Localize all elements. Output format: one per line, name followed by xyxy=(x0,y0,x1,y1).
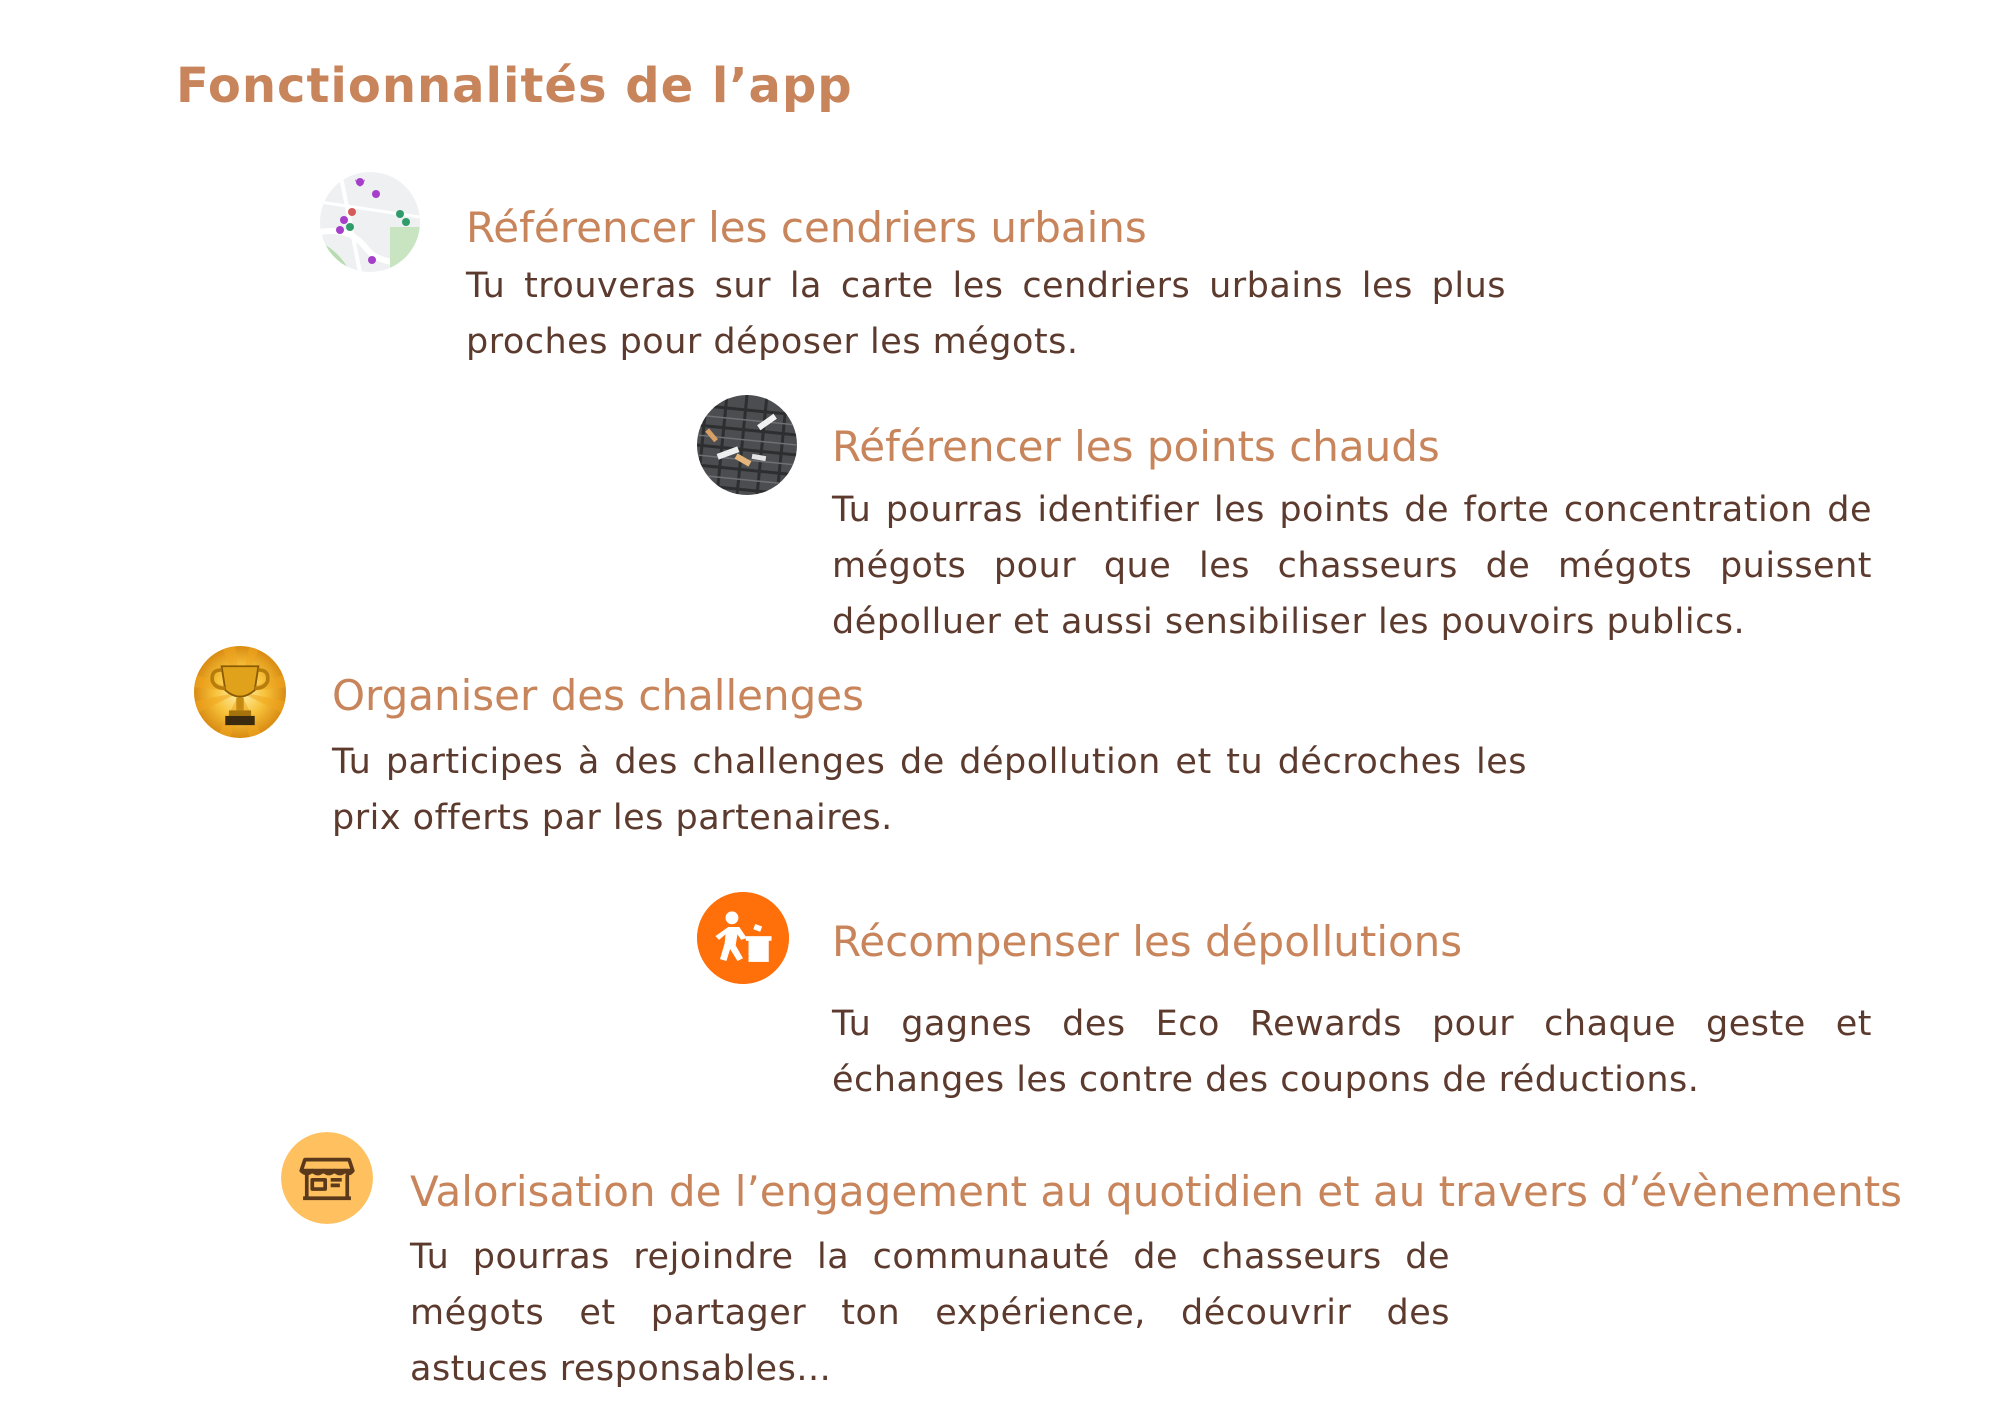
feature-description: Tu participes à des challenges de dépollution et tu décroches les prix offerts par les partenaires. xyxy=(332,742,1527,838)
page-title: Fonctionnalités de l’app xyxy=(176,58,853,114)
feature-title: Référencer les cendriers urbains xyxy=(466,203,1147,252)
feature-description: Tu trouveras sur la carte les cendriers urbains les plus proches pour déposer les mégots. xyxy=(466,266,1506,362)
litter-disposal-icon xyxy=(697,892,789,984)
market-stall-icon xyxy=(281,1132,373,1224)
feature-title: Valorisation de l’engagement au quotidien et au travers d’évènements xyxy=(410,1167,1903,1216)
feature-title: Récompenser les dépollutions xyxy=(832,917,1463,966)
cigarette-butts-photo-icon xyxy=(697,395,797,495)
map-pins-icon xyxy=(320,172,420,272)
feature-description: Tu pourras rejoindre la communauté de chasseurs de mégots et partager ton expérience, découvrir des astuces responsables... xyxy=(410,1237,1450,1389)
feature-description: Tu pourras identifier les points de forte concentration de mégots pour que les chasseurs de mégots puissent dépolluer et aussi sensibiliser les pouvoirs publics. xyxy=(832,490,1872,642)
trophy-icon xyxy=(194,646,286,738)
feature-title: Organiser des challenges xyxy=(332,671,864,720)
feature-title: Référencer les points chauds xyxy=(832,422,1440,471)
feature-description: Tu gagnes des Eco Rewards pour chaque geste et échanges les contre des coupons de réductions. xyxy=(832,1004,1872,1100)
